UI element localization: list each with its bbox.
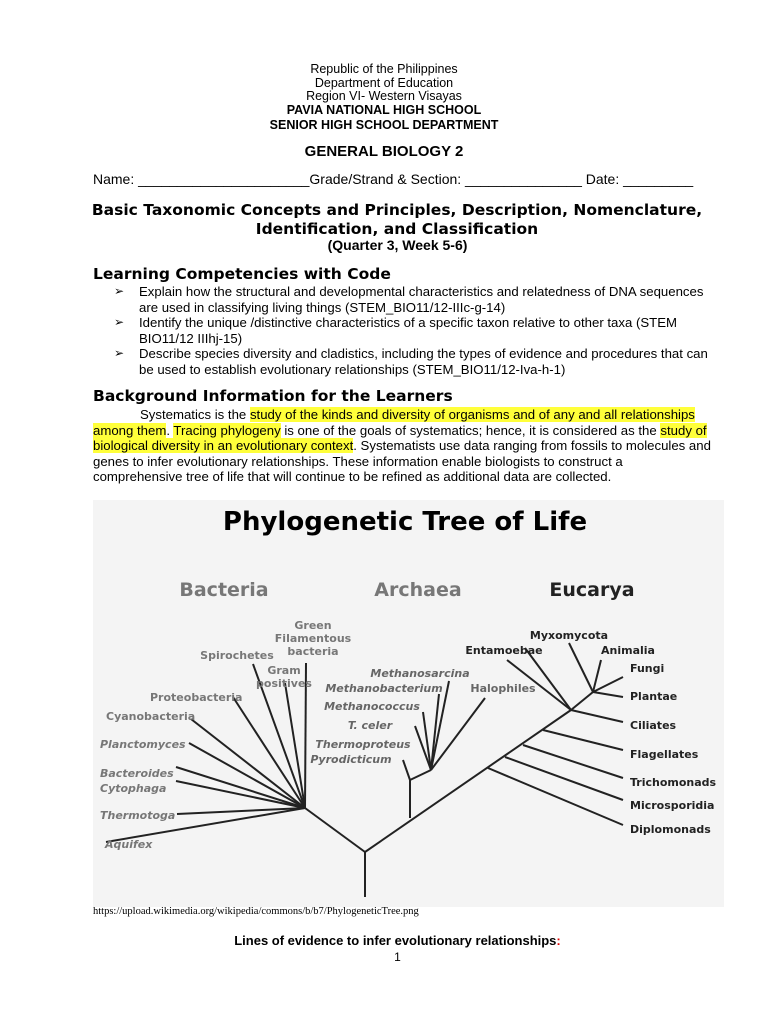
competencies-heading: Learning Competencies with Code — [93, 265, 391, 283]
background-paragraph: Systematics is the study of the kinds and diversity of organisms and of any and all relationships among them. Tracing phylogeny is one of the goals of systematics; hence, it is considered as the study of biological diversity in an evolutionary context. Systematists use data ranging from fossils to molecules and genes to infer evolutionary relationships. These information enable biologists to construct a comprehensive tree of life that will continue to be refined as additional data are collected. — [93, 407, 711, 484]
label-methanosarcina: Methanosarcina — [370, 667, 470, 680]
phylogenetic-tree-figure — [93, 500, 724, 907]
competencies-list — [114, 284, 714, 377]
figure-title: Phylogenetic Tree of Life — [222, 507, 588, 537]
label-fungi: Fungi — [630, 662, 665, 675]
label-gram: Gram — [267, 664, 301, 677]
label-microsporidia: Microsporidia — [630, 799, 715, 812]
label-spirochetes: Spirochetes — [200, 649, 274, 662]
quarter-week: (Quarter 3, Week 5-6) — [327, 237, 468, 253]
label-aquifex: Aquifex — [105, 838, 153, 851]
label-bacteria: bacteria — [287, 645, 339, 658]
label-methanobacterium: Methanobacterium — [325, 682, 443, 695]
phylogenetic-tree-svg — [93, 500, 724, 907]
header-region: Region VI- Western Visayas — [306, 89, 462, 103]
label-planctomyces: Planctomyces — [100, 738, 186, 751]
label-pyrodicticum: Pyrodicticum — [310, 753, 392, 766]
label-bacteroides: Bacteroides — [100, 767, 174, 780]
label-animalia: Animalia — [601, 644, 655, 657]
header-republic: Republic of the Philippines — [310, 62, 458, 76]
highlight-biological-diversity: study of biological diversity in an evolutionary context — [93, 422, 707, 453]
label-thermotoga: Thermotoga — [100, 809, 176, 822]
label-proteobacteria: Proteobacteria — [150, 691, 243, 704]
label-myxomycota: Myxomycota — [529, 629, 609, 642]
list-item: ➢ Explain how the structural and developmental characteristics and relatedness of DNA sequences are used in classifying living things (STEM_BIO11/12-IIIc-g-14) — [114, 284, 704, 315]
lesson-title: Basic Taxonomic Concepts and Principles, Description, Nomenclature, Identification, and Classification — [91, 201, 703, 238]
header-department: Department of Education — [314, 76, 454, 90]
label-trichomonads: Trichomonads — [630, 776, 717, 789]
page-number: 1 — [394, 950, 401, 964]
name-grade-date-line: Name: ______________________Grade/Strand & Section: _______________ Date: _________ — [93, 171, 694, 187]
list-item: ➢ Describe species diversity and cladistics, including the types of evidence and procedures that can be used to establish evolutionary relationships (STEM_BIO11/12-Iva-h-1) — [114, 346, 708, 377]
label-ciliates: Ciliates — [630, 719, 677, 732]
label-entamoebae: Entamoebae — [465, 644, 543, 657]
label-green: Green — [294, 619, 332, 632]
eucarya-labels — [465, 629, 716, 836]
arrow-bullet-icon: ➢ — [114, 315, 125, 329]
label-thermoproteus: Thermoproteus — [315, 738, 411, 751]
arrow-bullet-icon: ➢ — [114, 284, 125, 298]
header-school: PAVIA NATIONAL HIGH SCHOOL — [286, 103, 482, 117]
highlight-systematics-definition: study of the kinds and diversity of organisms and of any and all relationships among them — [93, 407, 695, 438]
highlight-tracing-phylogeny: Tracing phylogeny — [173, 422, 281, 438]
arrow-bullet-icon: ➢ — [114, 346, 125, 360]
label-diplomonads: Diplomonads — [630, 823, 711, 836]
label-flagellates: Flagellates — [630, 748, 699, 761]
subject-title: GENERAL BIOLOGY 2 — [304, 143, 464, 160]
domain-archaea: Archaea — [374, 579, 462, 601]
background-heading: Background Information for the Learners — [93, 387, 453, 405]
label-plantae: Plantae — [630, 690, 678, 703]
label-cytophaga: Cytophaga — [100, 782, 167, 795]
label-filamentous: Filamentous — [274, 632, 352, 645]
domain-bacteria: Bacteria — [179, 579, 269, 601]
domain-eucarya: Eucarya — [549, 579, 635, 601]
bacteria-labels — [100, 619, 352, 851]
label-halophiles: Halophiles — [470, 682, 536, 695]
image-source-url: https://upload.wikimedia.org/wikipedia/commons/b/b7/PhylogeneticTree.png — [93, 906, 419, 917]
label-cyanobacteria: Cyanobacteria — [106, 710, 196, 723]
label-t-celer: T. celer — [347, 719, 393, 732]
label-methanococcus: Methanococcus — [324, 700, 420, 713]
header-dept: SENIOR HIGH SCHOOL DEPARTMENT — [269, 118, 499, 132]
list-item: ➢ Identify the unique /distinctive characteristics of a specific taxon relative to other taxa (STEM BIO11/12 IIIhj-15) — [114, 315, 678, 346]
lines-of-evidence-heading: Lines of evidence to infer evolutionary relationships: — [234, 933, 561, 948]
label-positives: positives — [256, 677, 312, 690]
